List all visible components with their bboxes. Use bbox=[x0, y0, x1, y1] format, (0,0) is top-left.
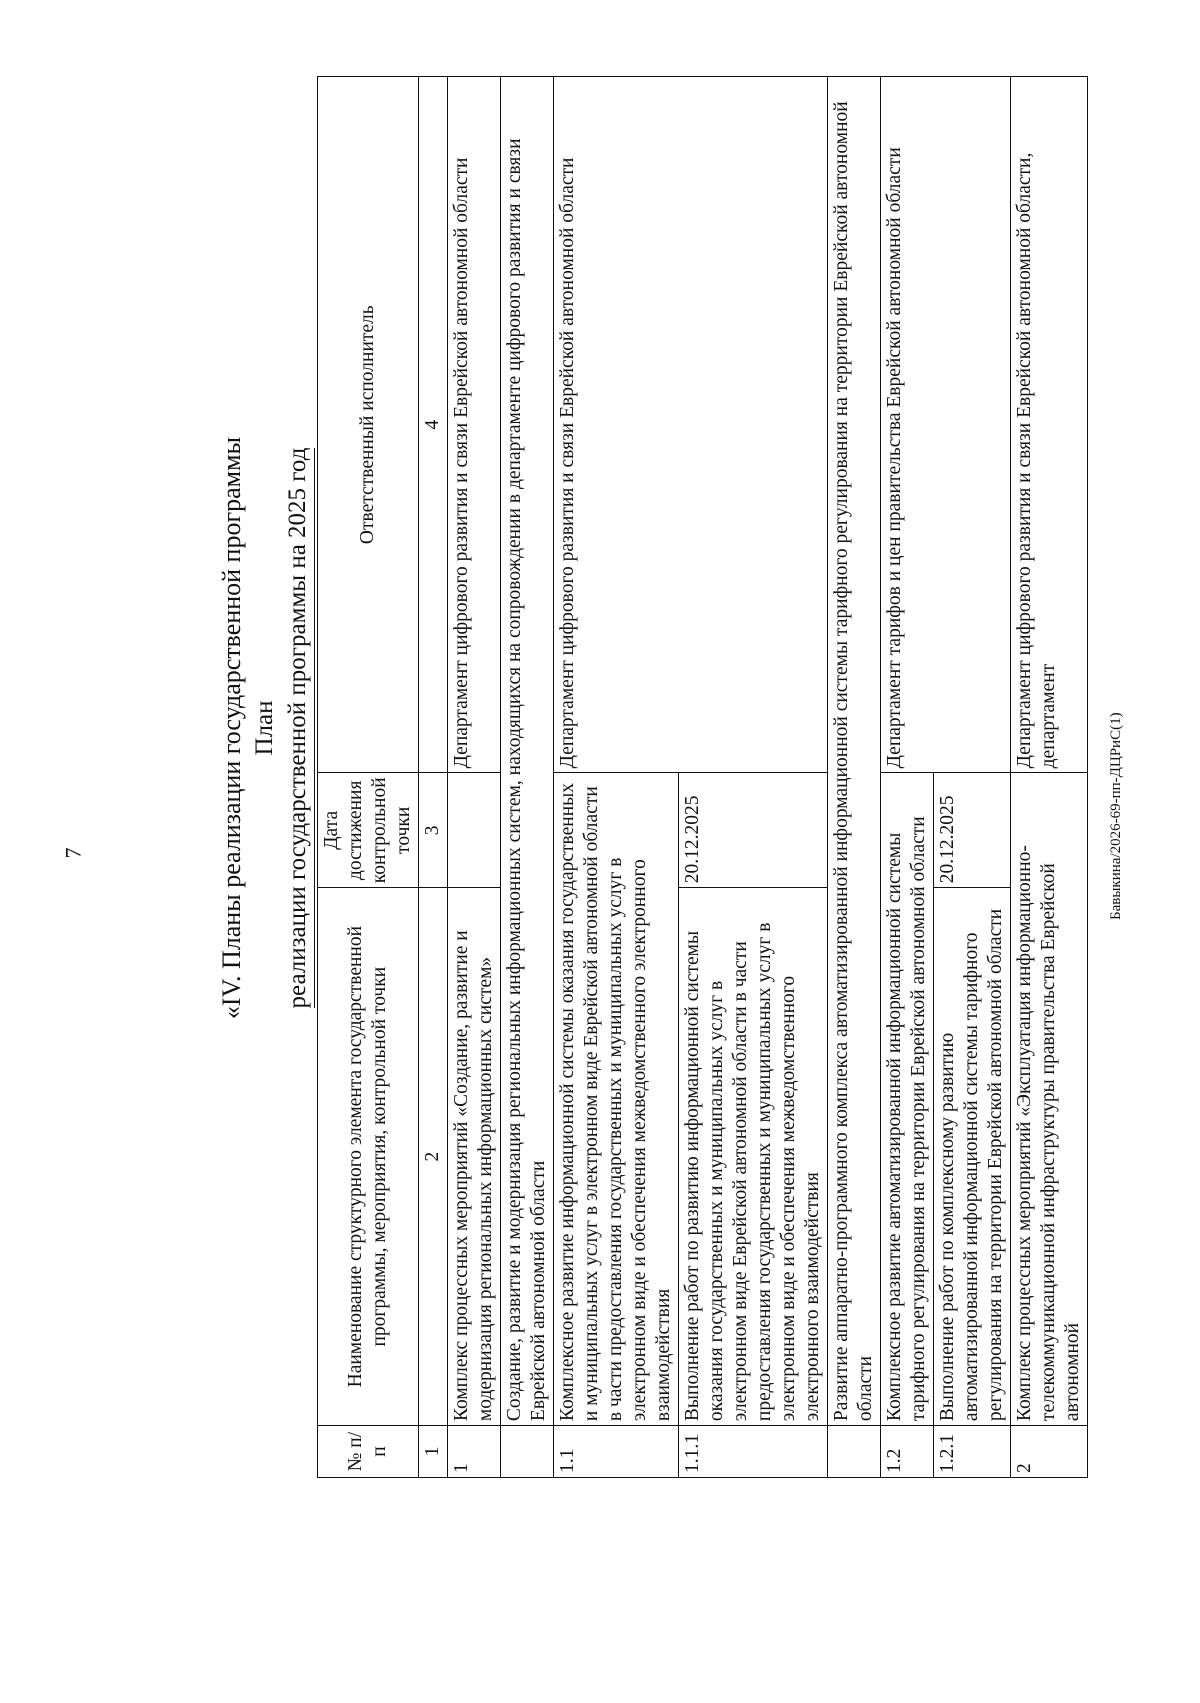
row-number: 2 bbox=[1011, 1426, 1088, 1478]
rotated-content bbox=[215, 0, 1200, 1478]
row-date: 20.12.2025 bbox=[934, 773, 1011, 888]
row-name: Комплексное развитие информационной системы оказания государственных и муниципальных услуг в электронном виде Еврейской автономной области в части предоставления государственных и муниципальных услуг в электронном виде и обеспечения межведомственного электронного взаимодействия bbox=[554, 773, 679, 1426]
row-name: Комплекс процессных мероприятий «Эксплуатация информационно-телекоммуникационной инфраструктуры правительства Еврейской автономной bbox=[1011, 773, 1088, 1426]
row-executor: Департамент цифрового развития и связи Еврейской автономной области, департамент bbox=[1011, 77, 1088, 773]
table-row bbox=[448, 77, 501, 1478]
row-executor: Департамент цифрового развития и связи Еврейской автономной области bbox=[448, 77, 501, 773]
table-row bbox=[881, 77, 934, 1478]
column-number: 4 bbox=[419, 77, 448, 773]
column-number: 1 bbox=[419, 1426, 448, 1478]
table-header-row bbox=[318, 77, 419, 1478]
document-code: Бавыкина/2026-69-пп-ДЦРиС(1) bbox=[1108, 712, 1124, 920]
column-number: 3 bbox=[419, 773, 448, 888]
row-name: Комплекс процессных мероприятий «Создание, развитие и модернизация региональных информационных систем» bbox=[448, 888, 501, 1426]
header-number: № п/п bbox=[318, 1426, 419, 1478]
row-date bbox=[448, 773, 501, 888]
table-row-full-width bbox=[501, 77, 554, 1478]
row-number bbox=[828, 1426, 881, 1478]
table-row bbox=[1011, 77, 1088, 1478]
column-number: 2 bbox=[419, 888, 448, 1426]
task-title: Развитие аппаратно-программного комплекса автоматизированной информационной системы тарифного регулирования на территории Еврейской автономной области bbox=[828, 77, 881, 1426]
heading bbox=[215, 0, 315, 1478]
task-title: Создание, развитие и модернизация региональных информационных систем, находящихся на сопровождении в департаменте цифрового развития и связи Еврейской автономной области bbox=[501, 77, 554, 1426]
header-executor: Ответственный исполнитель bbox=[318, 77, 419, 773]
row-name: Выполнение работ по комплексному развитию автоматизированной информационной системы тарифного регулирования на территории Еврейской автономной области bbox=[934, 888, 1011, 1426]
table-column-numbers-row bbox=[419, 77, 448, 1478]
plan-table bbox=[317, 76, 1088, 1478]
row-number: 1 bbox=[448, 1426, 501, 1478]
table-row bbox=[554, 77, 679, 1478]
row-name: Комплексное развитие автоматизированной информационной системы тарифного регулирования на территории Еврейской автономной области bbox=[881, 773, 934, 1426]
row-executor: Департамент тарифов и цен правительства Еврейской автономной области bbox=[881, 77, 1011, 773]
plan-subtitle: реализации государственной программы на 2025 год bbox=[281, 448, 315, 1009]
header-date: Дата достижения контрольной точки bbox=[318, 773, 419, 888]
row-name: Выполнение работ по развитию информационной системы оказания государственных и муниципальных услуг в электронном виде Еврейской автономной области в части предоставления государственных и муниципальных услуг в электронном виде и обеспечения межведомственного электронного взаимодействия bbox=[679, 888, 828, 1426]
row-number: 1.1.1 bbox=[679, 1426, 828, 1478]
header-name: Наименование структурного элемента государственной программы, мероприятия, контрольной точки bbox=[318, 888, 419, 1426]
table-row-full-width bbox=[828, 77, 881, 1478]
row-number bbox=[501, 1426, 554, 1478]
row-number: 1.2 bbox=[881, 1426, 934, 1478]
row-number: 1.2.1 bbox=[934, 1426, 1011, 1478]
row-number: 1.1 bbox=[554, 1426, 679, 1478]
plan-title: План bbox=[251, 700, 278, 756]
section-title: «IV. Планы реализации государственной программы bbox=[217, 436, 246, 1020]
page-number: 7 bbox=[60, 847, 86, 859]
row-executor: Департамент цифрового развития и связи Еврейской автономной области bbox=[554, 77, 828, 773]
row-date: 20.12.2025 bbox=[679, 773, 828, 888]
